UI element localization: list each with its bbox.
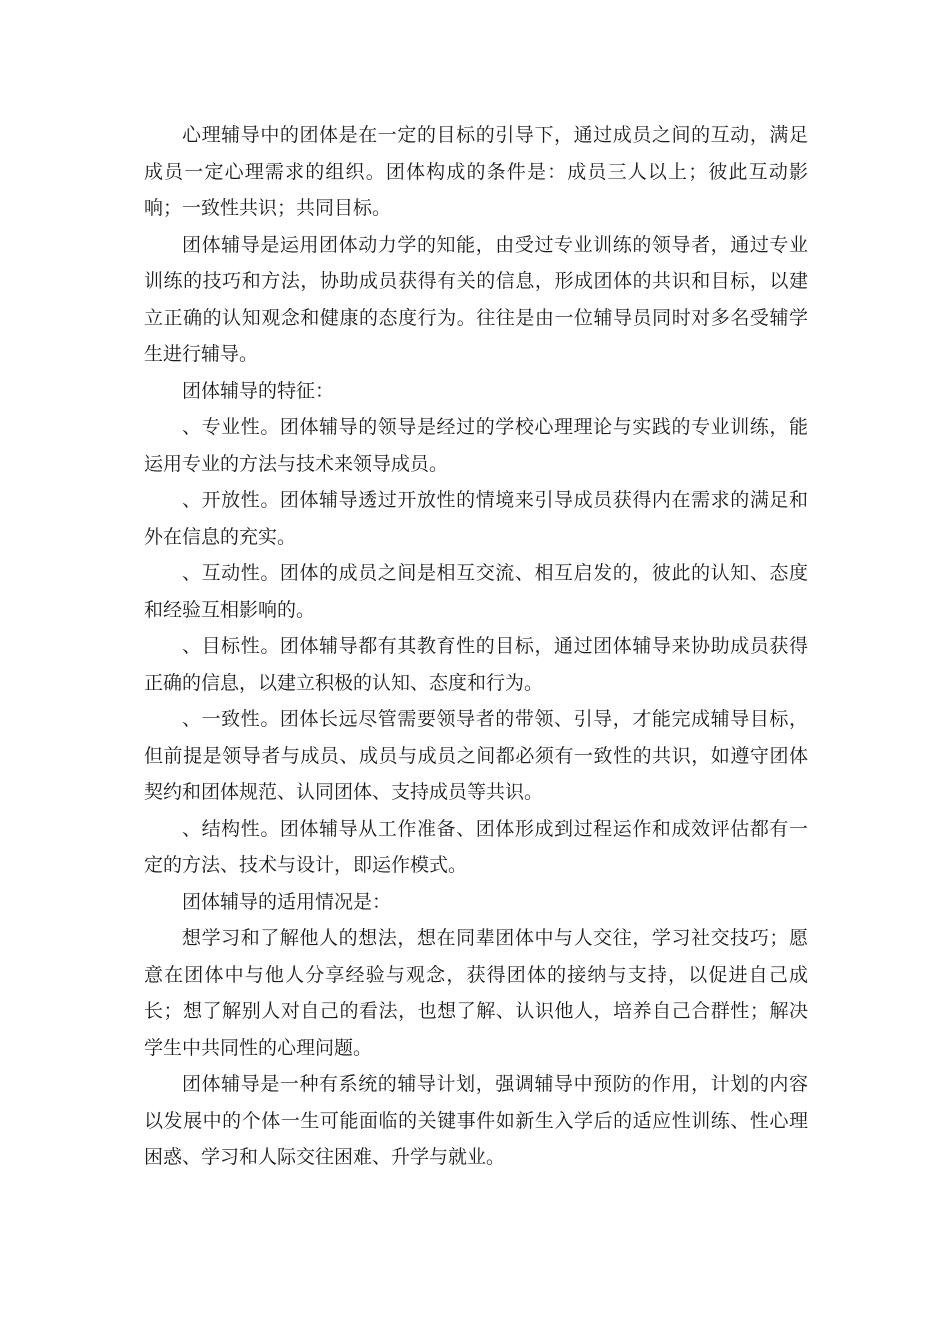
paragraph-feature-professional: 、专业性。团体辅导的领导是经过的学校心理理论与实践的专业训练，能运用专业的方法与技术来领导成员。 bbox=[144, 416, 808, 475]
paragraph-feature-interactive: 、互动性。团体的成员之间是相互交流、相互启发的，彼此的认知、态度和经验互相影响的。 bbox=[144, 562, 808, 621]
paragraph-applicability-content: 想学习和了解他人的想法，想在同辈团体中与人交往，学习社交技巧；愿意在团体中与他人分享经验与观念，获得团体的接纳与支持，以促进自己成长；想了解别人对自己的看法，也想了解、认识他人，培养自己合群性；解决学生中共同性的心理问题。 bbox=[144, 927, 808, 1059]
paragraph-features-heading: 团体辅导的特征： bbox=[182, 379, 335, 402]
paragraph-group-counseling-definition: 团体辅导是运用团体动力学的知能，由受过专业训练的领导者，通过专业训练的技巧和方法，协助成员获得有关的信息，形成团体的共识和目标，以建立正确的认知观念和健康的态度行为。往往是由一位辅导员同时对多名受辅学生进行辅导。 bbox=[144, 233, 808, 365]
document-body bbox=[144, 117, 808, 1176]
paragraph-feature-structure: 、结构性。团体辅导从工作准备、团体形成到过程运作和成效评估都有一定的方法、技术与设计，即运作模式。 bbox=[144, 817, 808, 876]
paragraph-applicability-heading: 团体辅导的适用情况是： bbox=[182, 890, 392, 913]
paragraph-feature-goal: 、目标性。团体辅导都有其教育性的目标，通过团体辅导来协助成员获得正确的信息，以建立积极的认知、态度和行为。 bbox=[144, 635, 808, 694]
paragraph-systematic-plan: 团体辅导是一种有系统的辅导计划，强调辅导中预防的作用，计划的内容以发展中的个体一生可能面临的关键事件如新生入学后的适应性训练、性心理困惑、学习和人际交往困难、升学与就业。 bbox=[144, 1073, 808, 1168]
paragraph-feature-consistency: 、一致性。团体长远尽管需要领导者的带领、引导，才能完成辅导目标，但前提是领导者与成员、成员与成员之间都必须有一致性的共识，如遵守团体契约和团体规范、认同团体、支持成员等共识。 bbox=[144, 708, 808, 803]
paragraph-group-definition: 心理辅导中的团体是在一定的目标的引导下，通过成员之间的互动，满足成员一定心理需求的组织。团体构成的条件是：成员三人以上；彼此互动影响；一致性共识；共同目标。 bbox=[144, 124, 808, 219]
paragraph-feature-open: 、开放性。团体辅导透过开放性的情境来引导成员获得内在需求的满足和外在信息的充实。 bbox=[144, 489, 808, 548]
